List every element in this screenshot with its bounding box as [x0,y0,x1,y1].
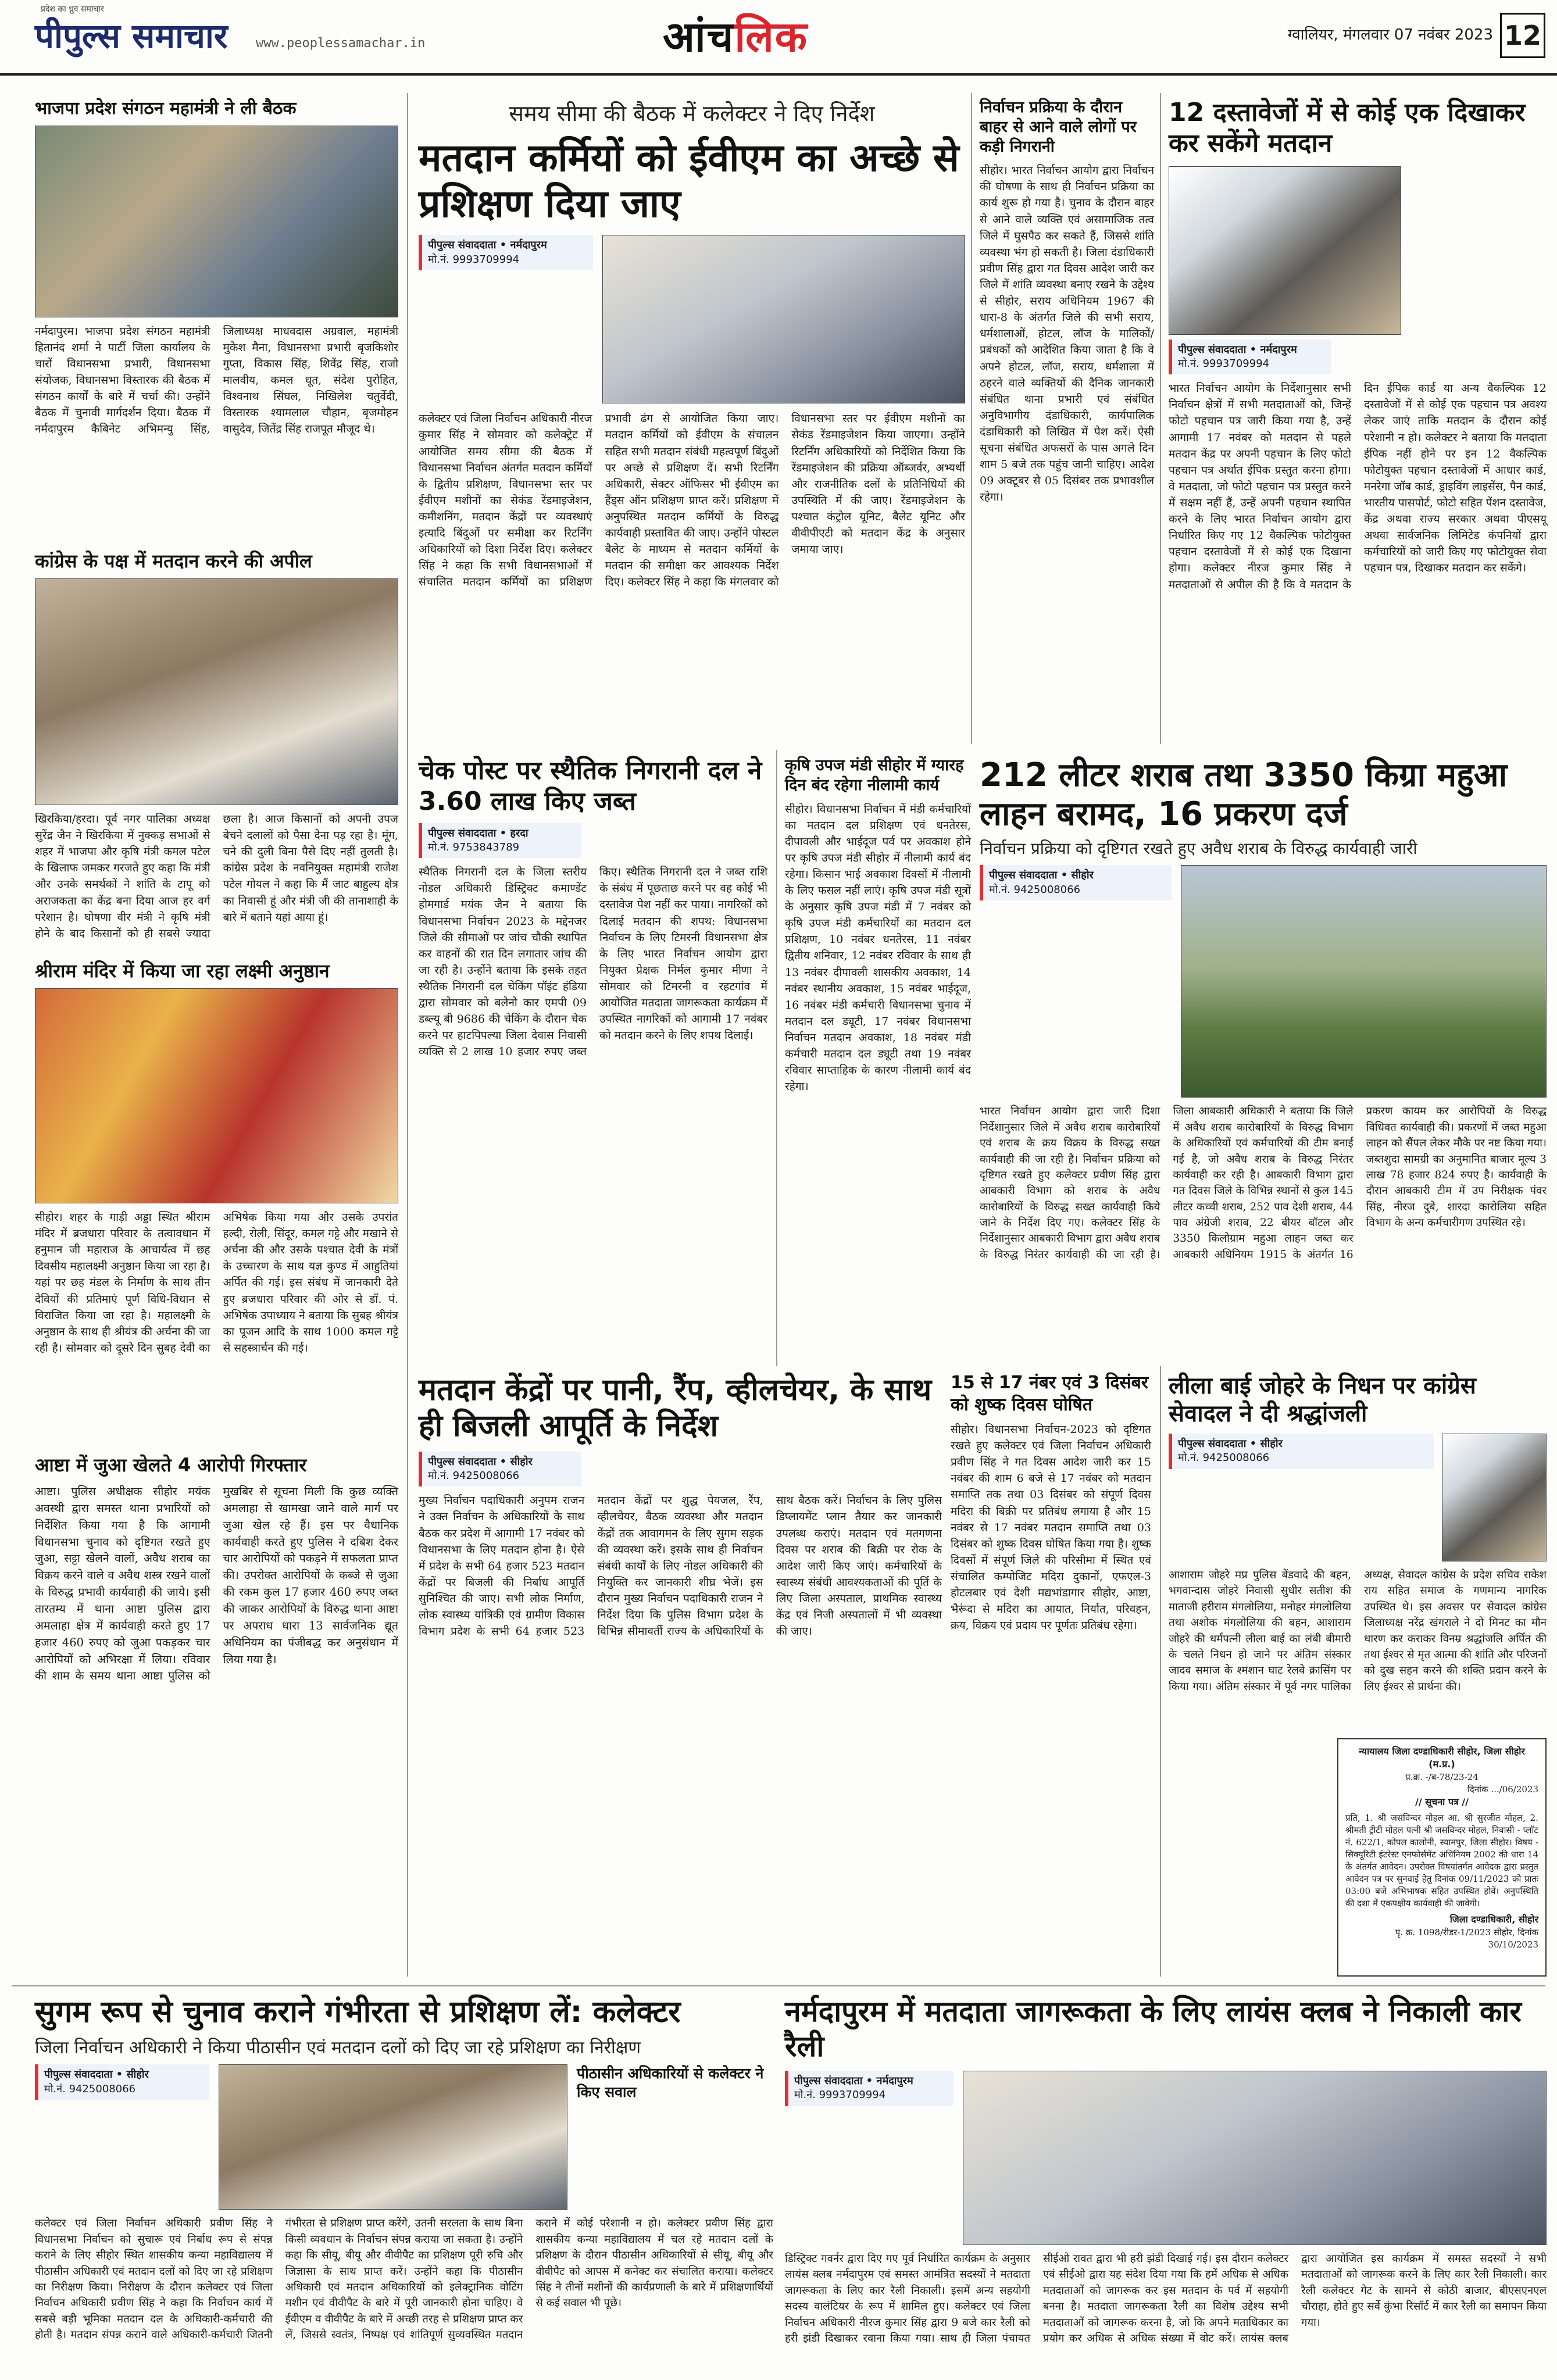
article-voter-documents [1169,98,1547,743]
byline [419,1452,581,1487]
byline-reporter: पीपुल्स संवाददाता • नर्मदापुरम [428,239,547,252]
article-body: मुख्य निर्वाचन पदाधिकारी अनुपम राजन ने उक्त निर्वाचन के अधिकारियों के साथ बैठक कर प्रदेश में आगामी 17 नवंबर को विधानसभा के लिए मतदान होना है। ऐसे में प्रदेश के सभी 64 हजार 523 मतदान केंद्रों पर बिजली की निर्बाध आपूर्ति सुनिश्चित की जाए। सभी लोक निर्माण, लोक स्वास्थ्य यांत्रिकी एवं ग्रामीण विकास विभाग प्रदेश के सभी 64 हजार 523 मतदान केंद्रों पर शुद्ध पेयजल, रैंप, व्हीलचेयर, बैठक व्यवस्था और मतदान केंद्रों तक आवागमन के लिए सुगम सड़क की व्यवस्था करें। इसके साथ ही निर्वाचन संबंधी कार्यों के लिए नोडल अधिकारी की नियुक्ति कर जानकारी शीघ्र भेजें। इस दौरान मुख्य निर्वाचन पदाधिकारी राजन ने निर्देश दिया कि पुलिस विभाग प्रदेश के विभिन्न सीमावर्ती राज्य के अधिकारियों के साथ बैठक करें। निर्वाचन के लिए पुलिस डिप्लायमेंट प्लान तैयार कर जानकारी उपलब्ध कराएं। मतदान एवं मतगणना दिवस पर शराब की बिक्री पर रोक के आदेश जारी किए जाएं। कर्मचारियों के स्वास्थ्य संबंधी आवश्यकताओं की पूर्ति के लिए जिला अस्पताल, प्राथमिक स्वास्थ्य केंद्र एवं निजी अस्पतालों में भी व्यवस्था की जाए। [419,1494,942,1638]
byline [1169,1434,1434,1469]
section-title-part-b: लिक [734,12,809,61]
masthead [0,0,1557,76]
section-title [663,7,808,64]
byline-reporter: पीपुल्स संवाददाता • सीहोर [44,2068,149,2081]
article-body-lead [1409,166,1547,335]
column-rule [776,750,777,1366]
article-body: डिस्ट्रिक्ट गवर्नर द्वारा दिए गए पूर्व निर्धारित कार्यक्रम के अनुसार लायंस क्लब नर्मदापुरम एवं समस्त आमंत्रित सदस्यों ने मतदाता जागरूकता के लिए कार रैली निकाली। इसमें अन्य सहयोगी सदस्य वालंटियर के रूप में शामिल हुए। कलेक्टर एवं जिला निर्वाचन अधिकारी नीरज कुमार सिंह द्वारा 9 बजे कार रैली को हरी झंडी दिखाकर रवाना किया गया। साथ ही जिला पंचायत सीईओ रावत द्वारा भी हरी झंडी दिखाई गई। इस दौरान कलेक्टर एवं सीईओ द्वारा यह संदेश दिया गया कि हमें अधिक से अधिक मतदाताओं को जागरूक कर इस मतदान के पर्व में सहयोगी बनना है। मतदाता जागरूकता रैली का विशेष उद्देश्य सभी मतदाताओं को जागरूक करना है, जो कि अपने मताधिकार का प्रयोग कर अधिक से अधिक संख्या में वोट करें। लायंस क्लब द्वारा आयोजित इस कार्यक्रम में समस्त सदस्यों ने सभी मतदाताओं को जागरूक करने के लिए कार रैली निकाली। कार रैली कलेक्टर गेट के सामने से कोठी बाजार, बीएसएनएल चौराहा, होते हुए सर्वे कुंभा रिसॉर्ट में कार रैली का समापन किया गया। [785,2253,1547,2345]
byline [1169,340,1331,375]
article-car-rally [785,1994,1547,2366]
byline-reporter: पीपुल्स संवाददाता • सीहोर [1178,1438,1283,1450]
byline [785,2071,954,2106]
byline [419,823,581,859]
article-polling-facilities [419,1372,942,1977]
byline-reporter: पीपुल्स संवाददाता • हरदा [428,827,528,839]
article-body: सीहोर। विधानसभा निर्वाचन में मंडी कर्मचारियों का मतदान दल प्रशिक्षण एवं धनतेरस, दीपावली और भाईदूज पर्व पर अवकाश होने पर कृषि उपज मंडी सीहोर में नीलामी कार्य बंद रहेगा। किसान भाई अवकाश दिवसों में नीलामी के लिए फसल नहीं लाएं। कृषि उपज मंडी सूत्रों के अनुसार कृषि उपज मंडी में 7 नवंबर को कृषि उपज मंडी कर्मचारियों का मतदान दल प्रशिक्षण, 10 नवंबर धनतेरस, 11 नवंबर द्वितीय शनिवार, 12 नवंबर रविवार के साथ ही 13 नवंबर दीपावली शासकीय अवकाश, 14 नवंबर स्थानीय अवकाश, 15 नवंबर भाईदूज, 16 नवंबर मंडी कर्मचारी विधानसभा चुनाव में मतदान दल ड्यूटी, 17 नवंबर विधानसभा निर्वाचन मतदान अवकाश, 18 नवंबर मंडी कर्मचारी मतदान दल ड्यूटी तथा 19 नवंबर रविवार साप्ताहिक के कारण नीलामी कार्य बंद रहेगा। [785,802,971,1093]
article-outsider-monitoring [980,98,1154,743]
column-rule [1160,93,1161,744]
notice-case-number: प्र.क्र. -/ब-78/23-24 [1405,1771,1479,1782]
article-headline: मतदान कर्मियों को ईवीएम का अच्छे से प्रशिक्षण दिया जाए [419,135,959,227]
byline-mobile: मो.नं. 9993709994 [794,2089,886,2102]
article-body: खिरकिया/हरदा। पूर्व नगर पालिका अध्यक्ष सुरेंद्र जैन ने खिरकिया में नुक्कड़ सभाओं से शहर में भाजपा और कृषि मंत्री कमल पटेल के खिलाफ जमकर गरजते हुए कहा कि मंत्री और उनके समर्थकों ने शांति के टापू को अराजकता का केंद्र बना दिया आज हर वर्ग परेशान है। घोषणा वीर मंत्री ने कृषि मंत्री होने के बाद किसानों को ही सबसे ज्यादा छला है। आज किसानों को अपनी उपज बेचने दलालों को पैसा देना पड़ रहा है। मूंग, चने की दुली बिना पैसे दिए नहीं तुलती है। कांग्रेस प्रदेश के नवनियुक्त महामंत्री राजेश पटेल गोयल ने कहा कि मैं जाट बाहुल्य क्षेत्र का निवासी हूं और मंत्री जी की तानाशाही के बारे में बताने यहां आया हूं। [35,813,398,940]
row-rule [12,1985,1545,1986]
notice-body: प्रति, 1. श्री जसविन्दर मोहल आ. श्री सुरजीत मोहल, 2. श्रीमती ट्रीटी मोहल पत्नी श्री जसविन्दर मोहल, निवासी - प्लॉट नं. 622/1, कोपल कालोनी, स्यामपुर, जिला सीहोर। विषय - सिक्यूरिटी इंटरेस्ट एनफोर्समेंट अधिनियम 2002 की धारा 14 के अंतर्गत आवेदन। उपरोक्त विषयांतर्गत आवेदक द्वारा प्रस्तुत आवेदन पत्र पर सुनवाई हेतु दिनांक 09/11/2023 को प्रातः 03:00 बजे अभिभाषक सहित उपस्थित होवें। अनुपस्थिति की दशा में एकपक्षीय कार्यवाही की जावेगी। [1345,1813,1538,1909]
article-headline: कांग्रेस के पक्ष में मतदान करने की अपील [35,550,312,572]
article-body: सीहोर। भारत निर्वाचन आयोग द्वारा निर्वाचन की घोषणा के साथ ही निर्वाचन प्रक्रिया का कार्य शुरू हो गया है। चुनाव के दौरान बाहर से आने वाले व्यक्ति एवं असामाजिक तत्व जिले में घुसपैठ कर सकते हैं, जिससे शांति व्यवस्था भंग हो सकती है। जिला दंडाधिकारी प्रवीण सिंह द्वारा गत दिवस आदेश जारी कर जिले में शांति व्यवस्था बनाए रखने के उद्देश्य से सीहोर, सराय अधिनियम 1967 की धारा-8 के अंतर्गत जिले की सभी सराय, धर्मशालाओं, होटल, लॉज के मालिकों/प्रबंधकों को आदेशित किया जाता है कि वे अपने होटल, लॉज, सराय, धर्मशाला में ठहरने वाले व्यक्तियों की दैनिक जानकारी संबंधित थाना प्रभारी एवं संबंधित अनुविभागीय दंडाधिकारी, कार्यपालिक दंडाधिकारी को लिखित में पेश करें। ऐसी सूचना संबंधित अफसरों के पास अगले दिन शाम 5 बजे तक पहुंच जानी चाहिए। आदेश 09 अक्टूबर से 05 दिसंबर तक प्रभावशील रहेगा। [980,164,1154,504]
article-headline: कृषि उपज मंडी सीहोर में ग्यारह दिन बंद रहेगा नीलामी कार्य [785,756,964,794]
article-headline: 212 लीटर शराब तथा 3350 किग्रा महुआ लाहन बरामद, 16 प्रकरण दर्ज [980,756,1508,834]
article-headline: सुगम रूप से चुनाव कराने गंभीरता से प्रशिक्षण लें: कलेक्टर [35,1995,681,2029]
article-mandi-closed [785,756,971,1366]
article-bjp-meeting [35,98,398,436]
logo-tagline: प्रदेश का ध्रुव समाचार [41,5,104,14]
article-body: कलेक्टर एवं जिला निर्वाचन अधिकारी नीरज कुमार सिंह ने सोमवार को कलेक्ट्रेट में आयोजित समय सीमा की बैठक में विधानसभा निर्वाचन अंतर्गत मतदान कर्मियों के द्वितीय प्रशिक्षण, विधानसभा स्तर पर ईवीएम मशीनों का सेकंड रेंडमाइजेशन, कमीशनिंग, मतदान केंद्रों पर व्यवस्थाएं इत्यादि बिंदुओं पर समीक्षा कर रिटर्निंग अधिकारियों को दिशा निर्देश दिए। कलेक्टर सिंह ने कहा कि सभी विधानसभाओं में संचालित मतदान कर्मियों का प्रशिक्षण प्रभावी ढंग से आयोजित किया जाए। मतदान कर्मियों को ईवीएम के संचालन सहित सभी मतदान संबंधी महत्वपूर्ण बिंदुओं पर अच्छे से प्रशिक्षण दें। सभी रिटर्निंग अधिकारी, सेक्टर ऑफिसर भी ईवीएम का हैंड्स ऑन प्रशिक्षण प्राप्त करें। प्रशिक्षण में अनुपस्थित मतदान कर्मियों के विरुद्ध कार्यवाही प्रस्तावित की जाए। उन्होंने पोस्टल बैलेट के माध्यम से मतदान कर्मियों के मतदान की समीक्षा कर आवश्यक निर्देश दिए। कलेक्टर सिंह ने कहा कि मंगलवार को विधानसभा स्तर पर ईवीएम मशीनों का सेकंड रेंडमाइजेशन किया जाएगा। उन्होंने रिटर्निंग अधिकारियों को निर्देशित किया कि रेंडमाइजेशन की प्रक्रिया ऑब्जर्वर, अभ्यर्थी और राजनीतिक दलों के प्रतिनिधियों की उपस्थिति में की जाए। रेंडमाइजेशन के पश्चात कंट्रोल यूनिट, बैलेट यूनिट और वीवीपीएटी को मतदान केंद्र के अनुसार जमाया जाए। [419,412,965,589]
article-body: भारत निर्वाचन आयोग के निर्देशानुसार सभी निर्वाचन क्षेत्रों में सभी मतदाताओं को, जिन्हें फोटो पहचान पत्र जारी किया गया है, उन्हें आगामी 17 नवंबर को मतदान से पहले मतदान केंद्र पर अपनी पहचान के लिए फोटो पहचान पत्र अर्थात ईपिक प्रस्तुत करना होगा। वे मतदाता, जो फोटो पहचान पत्र प्रस्तुत करने में सक्षम नहीं हैं, उन्हें अपनी पहचान स्थापित करने के लिए भारत निर्वाचन आयोग द्वारा निर्धारित किए गए 12 वैकल्पिक फोटोयुक्त पहचान दस्तावेजों में से कोई एक दिखाना होगा। कलेक्टर नीरज कुमार सिंह ने मतदाताओं से अपील की है कि वे मतदान के दिन ईपिक कार्ड या अन्य वैकल्पिक 12 दस्तावेजों में से कोई एक पहचान पत्र अवश्य लेकर जाएं ताकि मतदान के दौरान कोई परेशानी न हो। कलेक्टर ने बताया कि मतदाता ईपिक नहीं होने पर इन 12 वैकल्पिक फोटोयुक्त पहचान दस्तावेजों में आधार कार्ड, मनरेगा जॉब कार्ड, ड्राइविंग लाइसेंस, पैन कार्ड, भारतीय पासपोर्ट, फोटो सहित पेंशन दस्तावेज, केंद्र अथवा राज्य सरकार अथवा पीएसयू अथवा सार्वजनिक लिमिटेड कंपनियों द्वारा कर्मचारियों को जारी किए गए फोटोयुक्त सेवा पहचान पत्र, दिखाकर मतदान कर सकेंगे। [1169,382,1547,591]
byline-mobile: मो.नं. 9993709994 [428,253,520,266]
article-obituary [1169,1372,1547,1732]
article-photo [1181,865,1547,1098]
byline-mobile: मो.नं. 9753843789 [428,841,520,853]
article-headline: 12 दस्तावेजों में से कोई एक दिखाकर कर सकेंगे मतदान [1169,98,1526,158]
article-photo [602,235,965,403]
notice-date: दिनांक .../06/2023 [1467,1784,1538,1795]
article-congress-appeal [35,549,398,950]
article-headline: श्रीराम मंदिर में किया जा रहा लक्ष्मी अनुष्ठान [35,960,330,982]
website-url[interactable]: www.peoplessamachar.in [256,36,426,51]
article-photo [963,2071,1547,2245]
article-headline: 15 से 17 नंबर एवं 3 दिसंबर को शुष्क दिवस घोषित [951,1373,1149,1415]
article-photo [35,578,398,805]
article-subhead: निर्वाचन प्रक्रिया को दृष्टिगत रखते हुए अवैध शराब के विरुद्ध कार्यवाही जारी [980,839,1417,859]
article-kicker: समय सीमा की बैठक में कलेक्टर ने दिए निर्देश [509,101,875,126]
article-gambling-arrest [35,1453,398,1953]
article-subhead: जिला निर्वाचन अधिकारी ने किया पीठासीन एवं मतदान दलों को दिए जा रहे प्रशिक्षण का निरीक्षण [35,2038,641,2059]
article-body: सीहोर। शहर के गाड़ी अड्डा स्थित श्रीराम मंदिर में ब्रजधारा परिवार के तत्वावधान में हनुमान जी महाराज के आचार्यत्व में छह दिवसीय महालक्ष्मी अनुष्ठान किया जा रहा है। यहां पर छह मंडल के निर्माण के साथ तीन देवियों की प्रतिमाएं पूर्ण विधि-विधान से विराजित किया जा रहा है। महालक्ष्मी के अनुष्ठान के साथ ही श्रीयंत्र की अर्चना की जा रही है। सोमवार को दूसरे दिन सुबह देवी का अभिषेक किया गया और उसके उपरांत हल्दी, रोली, सिंदूर, कमल गट्टे और मखाने से अर्चना की और उसके पश्चात देवी के मंत्रों के उच्चारण के साथ यज्ञ कुण्ड में आहुतियां अर्पित की गई। इस संबंध में जानकारी देते हुए ब्रजधारा परिवार की ओर से डॉ. पं. अभिषेक उपाध्याय ने बताया कि सुबह श्रीयंत्र का पूजन आदि के साथ 1000 कमल गट्टे से सहस्त्रार्चन की गई। [35,1211,398,1355]
byline-reporter: पीपुल्स संवाददाता • नर्मदापुरम [1178,343,1297,356]
byline [980,865,1172,900]
article-photo [1169,166,1401,335]
byline-reporter: पीपुल्स संवाददाता • नर्मदापुरम [794,2075,913,2087]
article-headline: निर्वाचन प्रक्रिया के दौरान बाहर से आने वाले लोगों पर कड़ी निगरानी [980,98,1137,156]
article-body: भारत निर्वाचन आयोग द्वारा जारी दिशा निर्देशानुसार जिले में अवैध शराब कारोबारियों एवं शराब के क्रय विक्रय के विरुद्ध सख्त कार्यवाही की जा रही है। निर्वाचन प्रक्रिया को दृष्टिगत रखते हुए कलेक्टर प्रवीण सिंह द्वारा आबकारी विभाग को शराब के अवैध कारोबारियों के विरुद्ध सख्त कार्यवाही किये जाने के निर्देश दिए गए। कलेक्टर सिंह के निर्देशानुसार आबकारी विभाग द्वारा अवैध शराब के विरुद्ध निरंतर कार्यवाही की जा रही है। जिला आबकारी अधिकारी ने बताया कि जिले में अवैध शराब कारोबारियों के विरुद्ध विभाग के अधिकारियों एवं कर्मचारियों की टीम बनाई गई है, जो अवैध शराब के विरुद्ध निरंतर कार्यवाही कर रही है। आबकारी विभाग द्वारा गत दिवस जिले के विभिन्न स्थानों से कुल 145 लीटर कच्ची शराब, 252 पाव देशी शराब, 44 पाव अंग्रेजी शराब, 22 बीयर बॉटल और 3350 किलोग्राम महुआ लाहन जब्त कर आबकारी अधिनियम 1915 के अंतर्गत 16 प्रकरण कायम कर आरोपियों के विरुद्ध विधिवत कार्यवाही की। प्रकरणों में जब्त महुआ लाहन को सैंपल लेकर मौके पर नष्ट किया गया। जब्तशुदा सामग्री का अनुमानित बाजार मूल्य 3 लाख 78 हजार 824 रुपए है। कार्यवाही के दौरान आबकारी टीम में उप निरीक्षक पंवर सिंह, नीरज दुबे, शारदा कारोलिया सहित विभाग के अन्य कर्मचारीगण उपस्थित रहे। [980,1105,1547,1261]
byline-mobile: मो.नं. 9425008066 [1178,1452,1270,1464]
dateline: ग्वालियर, मंगलवार 07 नवंबर 2023 [1287,26,1493,44]
notice-title: न्यायालय जिला दण्डाधिकारी सीहोर, जिला सीहोर (म.प्र.) [1359,1746,1525,1770]
article-liquor-seizure [980,756,1547,1366]
byline-reporter: पीपुल्स संवाददाता • सीहोर [989,869,1094,882]
article-body: कलेक्टर एवं जिला निर्वाचन अधिकारी प्रवीण सिंह ने विधानसभा निर्वाचन को सुचारू एवं निर्बाध रूप से संपन्न कराने के लिए सीहोर स्थित शासकीय कन्या महाविद्यालय में पीठासीन अधिकारी एवं मतदान दलों को दिए जा रहे प्रशिक्षण का निरीक्षण किया। निरीक्षण के दौरान कलेक्टर एवं जिला निर्वाचन अधिकारी प्रवीण सिंह ने कहा कि निर्वाचन कार्य में सबसे बड़ी भूमिका मतदान दल के अधिकारी-कर्मचारी की होती है। मतदान संपन्न कराने वाले अधिकारी-कर्मचारी जितनी गंभीरता से प्रशिक्षण प्राप्त करेंगे, उतनी सरलता के साथ बिना किसी व्यवधान के निर्वाचन संपन्न कराया जा सकता है। उन्होंने कहा कि सीयू, बीयू और वीवीपैट का प्रशिक्षण पूरी रुचि और जिज्ञासा के साथ प्राप्त करें। उन्होंने कहा कि पीठासीन अधिकारी एवं मतदान अधिकारियों को इलेक्ट्रानिक वोटिंग मशीन एवं वीवीपैट के बारे में पूरी जानकारी होना चाहिए। वे ईवीएम व वीवीपैट के बारे में अच्छी तरह से प्रशिक्षण प्राप्त कर लें, जिससे स्वतंत्र, निष्पक्ष एवं शांतिपूर्ण सुव्यवस्थित मतदान कराने में कोई परेशानी न हो। कलेक्टर प्रवीण सिंह द्वारा शासकीय कन्या महाविद्यालय में चल रहे मतदान दलों के प्रशिक्षण के दौरान पीठासीन अधिकारियों से सीयू, बीयू और वीवीपैट को आपस में कनेक्ट कर संचालित कराया। कलेक्टर सिंह ने तीनों मशीनों की कार्यप्रणाली के बारे में प्रशिक्षणार्थियों से कई सवाल भी पूछे। [35,2217,773,2342]
article-body: सीहोर। विधानसभा निर्वाचन-2023 को दृष्टिगत रखते हुए कलेक्टर एवं जिला निर्वाचन अधिकारी प्रवीण सिंह ने गत दिवस आदेश जारी कर 15 नवंबर की शाम 6 बजे से 17 नवंबर को मतदान समाप्ति तक तथा 03 दिसंबर को संपूर्ण दिवस मदिरा की बिक्री पर प्रतिबंध लगाया है और 15 नवंबर से 17 नवंबर मतदान समाप्ति तथा 03 दिसंबर को शुष्क दिवस घोषित किया गया है। शुष्क दिवसों में संपूर्ण जिले की परिसीमा में स्थित एवं संचालित कम्पोजिट मदिरा दुकानों, एफएल-3 होटलबार एवं देशी मद्यभांडागार सीहोर, आष्टा, भैरूंदा से मदिरा का आयात, निर्यात, परिवहन, क्रय, विक्रय एवं प्रदाय पर पूर्णतः प्रतिबंध रहेगा। [951,1423,1151,1632]
legal-notice [1337,1738,1547,1977]
article-evm-training [419,98,965,743]
section-title-part-a: आंच [663,12,735,61]
article-checkpost-seizure [419,756,767,1366]
article-training-inspection [35,1994,773,2366]
article-lakshmi-ritual [35,959,398,1436]
notice-reference: पृ. क्र. 1098/रीडर-1/2023 सीहोर, दिनांक 30/10/2023 [1395,1927,1538,1950]
article-headline: आष्टा में जुआ खेलते 4 आरोपी गिरफ्तार [35,1454,307,1476]
notice-label: // सूचना पत्र // [1415,1796,1469,1807]
byline-mobile: मो.नं. 9993709994 [1178,357,1270,370]
newspaper-logo: पीपुल्स समाचार [35,16,228,56]
column-rule [1160,1366,1161,1977]
article-headline: मतदान केंद्रों पर पानी, रैंप, व्हीलचेयर, के साथ ही बिजली आपूर्ति के निर्देश [419,1373,932,1444]
byline [35,2064,209,2100]
notice-signatory: जिला दण्डाधिकारी, सीहोर [1449,1914,1538,1925]
article-dry-days [951,1372,1151,1977]
article-headline: भाजपा प्रदेश संगठन महामंत्री ने ली बैठक [35,98,297,119]
article-photo [219,2064,567,2210]
column-rule [971,93,972,744]
article-photo [35,126,398,317]
byline-mobile: मो.नं. 9425008066 [428,1470,520,1482]
article-body: स्थैतिक निगरानी दल के जिला स्तरीय नोडल अधिकारी डिस्ट्रिक्ट कमाण्डेंट होमगार्ड मयंक जैन ने बताया कि विधानसभा निर्वाचन 2023 के मद्देनजर जिले की सीमाओं पर जांच चौकी स्थापित कर वाहनों की रात दिन लगातार जांच की जा रही है। उन्होंने बताया कि इसके तहत स्थैतिक निगरानी दल चेकिंग पॉइंट हंडिया द्वारा सोमवार को बलेनो कार एमपी 09 डब्ल्यू बी 9686 की चेकिंग के दौरान चेक करने पर हाटपिपल्या जिला देवास निवासी व्यक्ति से 2 लाख 10 हजार रुपए जब्त किए। स्थैतिक निगरानी दल ने जब्त राशि के संबंध में पूछताछ करने पर वह कोई भी दस्तावेज पेश नहीं कर पाया। नागरिकों को दिलाई मतदान की शपथ: विधानसभा निर्वाचन के लिए टिमरनी विधानसभा क्षेत्र के लिए भारत निर्वाचन आयोग द्वारा नियुक्त प्रेक्षक निर्मल कुमार मीणा ने सोमवार को टिमरनी व रहटगांव में आयोजित मतदाता जागरूकता कार्यक्रम में उपस्थित नागरिकों को आगामी 17 नवंबर को मतदान करने के लिए शपथ दिलाई। [419,866,767,1059]
page-number: 12 [1500,13,1545,58]
byline [419,235,593,270]
article-headline: लीला बाई जोहरे के निधन पर कांग्रेस सेवादल ने दी श्रद्धांजली [1169,1373,1476,1427]
article-body: आशाराम जोहरे मप्र पुलिस बेंडवादे की बहन, भगवान्दास जोहरे निवासी सुधीर सतीश की माताजी हरीराम मंगलोलिया, मनोहर मंगलोलिया तथा अशोक मंगलोलिया की बहन, आशाराम जोहरे की धर्मपत्नी लीला बाई का लंबी बीमारी के चलते निधन हो जाने पर अंतिम संस्कार जादव समाज के श्मशान घाट रेलवे क्रासिंग पर किया गया। अंतिम संस्कार में पूर्व नगर पालिका अध्यक्ष, सेवादल कांग्रेस के प्रदेश सचिव राकेश राय सहित समाज के गणमान्य नागरिक उपस्थित थे। इस अवसर पर सेवादल कांग्रेस जिलाध्यक्ष नरेंद्र खंगराले ने दो मिनट का मौन धारण कर कराकर विनम्र श्रद्धांजलि अर्पित की तथा ईश्वर से मृत आत्मा की शांति और परिजनों को दुख सहन करने की शक्ति प्रदान करने के लिए ईश्वर से प्रार्थना की। [1169,1569,1547,1693]
article-inset-heading: पीठासीन अधिकारियों से कलेक्टर ने किए सवाल [577,2065,764,2100]
column-rule [407,93,408,1977]
byline-reporter: पीपुल्स संवाददाता • सीहोर [428,1455,533,1468]
article-headline: नर्मदापुरम में मतदाता जागरूकता के लिए लायंस क्लब ने निकाली कार रैली [785,1995,1522,2063]
article-headline: चेक पोस्ट पर स्थैतिक निगरानी दल ने 3.60 लाख किए जब्त [419,756,762,816]
article-body: आष्टा। पुलिस अधीक्षक सीहोर मयंक अवस्थी द्वारा समस्त थाना प्रभारियों को निर्देशित किया गया है कि आगामी विधानसभा चुनाव को दृष्टिगत रखते हुए जुआ, सट्टा खेलने वालों, अवैध शराब का विक्रय करने वाले व अवैध शस्त्र रखने वालों के विरुद्ध प्रभावी कार्यवाही की जाये। इसी तारतम्य में थाना आष्टा पुलिस द्वारा अमलाहा क्षेत्र में कार्यवाही करते हुए 17 हजार 460 रुपए को जुआ पकड़कर चार आरोपियों को अभिरक्षा में लिया। रविवार की शाम के समय थाना आष्टा पुलिस को मुखबिर से सूचना मिली कि कुछ व्यक्ति अमलाहा से खामखा जाने वाले मार्ग पर जुआ खेल रहे हैं। इस पर वैधानिक कार्यवाही करते हुए पुलिस ने दबिश देकर चार आरोपियों को पकड़ने में सफलता प्राप्त की। उपरोक्त आरोपियों के कब्जे से जुआ की रकम कुल 17 हजार 460 रुपए जब्त की जाकर आरोपियों के विरुद्ध थाना आष्टा पर अपराध धारा 13 सार्वजनिक द्यूत अधिनियम का पंजीबद्ध कर अनुसंधान में लिया गया है। [35,1485,398,1683]
article-photo [35,988,398,1203]
portrait-photo [1442,1434,1547,1561]
byline-mobile: मो.नं. 9425008066 [989,883,1081,896]
article-body: नर्मदापुरम। भाजपा प्रदेश संगठन महामंत्री हितानंद शर्मा ने पार्टी जिला कार्यालय के चारों विधानसभा प्रभारी, विधानसभा संयोजक, विधानसभा विस्तारक की बैठक में संगठन कार्यों के बारे में चर्चा की। उन्होंने बैठक में चुनावी मार्गदर्शन दिया। बैठक में नर्मदापुरम कैबिनेट अभिमन्यु सिंह, जिलाध्यक्ष माधवदास अग्रवाल, महामंत्री मुकेश मैना, विधानसभा प्रभारी बृजकिशोर गुप्ता, विकास सिंह, शिवेंद्र सिंह, राजो मालवीय, कमल धूत, संदेश पुरोहित, विश्वनाथ सिंघल, निखिलेश चतुर्वेदी, विस्तारक श्यामलाल चौहान, बृजमोहन वासुदेव, जितेंद्र सिंह राजपूत मौजूद थे। [35,324,398,436]
byline-mobile: मो.नं. 9425008066 [44,2082,136,2095]
